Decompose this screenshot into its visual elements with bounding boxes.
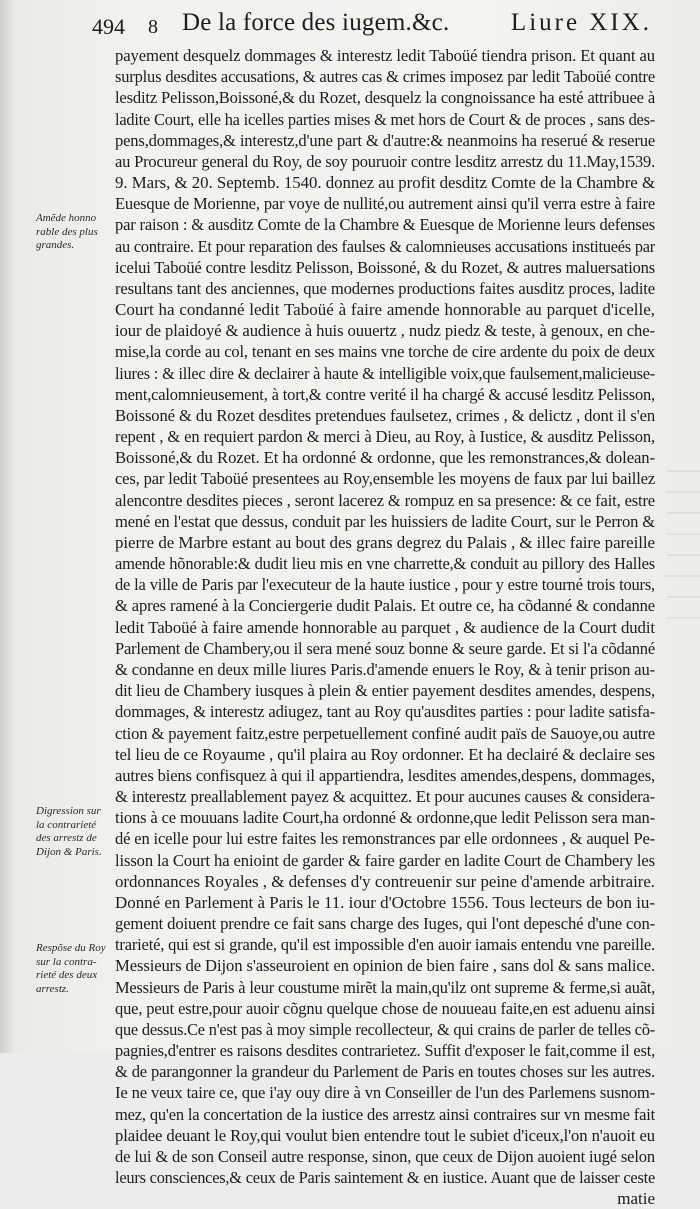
text-line: ladite Court, elle ha icelles parties mises & met hors de Court & de proces , sans des- — [115, 109, 655, 129]
text-line: repent , & en requiert pardon & merci à Dieu, au Roy, à Iustice, & ausditz Pelisson, — [115, 427, 655, 447]
marginal-line: arrestz. — [36, 982, 69, 995]
marginal-line: rieté des deux — [36, 969, 98, 981]
show-through-text — [666, 470, 700, 630]
marginal-line: rable des plus — [36, 225, 98, 238]
text-line: au Procureur general du Roy, de soy pouruoir contre lesditz arrestz du 11.May,1539. — [115, 151, 655, 171]
text-line: & condanne en deux mille liures Paris.d'amende enuers le Roy, & à tenir prison au- — [115, 659, 655, 679]
text-line: dommages, & interestz adiugez, tant au Roy qu'ausdites parties : pour ladite satisfa- — [115, 702, 655, 722]
marginal-note-digression — [36, 805, 120, 859]
text-line: Court ha condanné ledit Taboüé à faire amende honnorable au parquet d'icelle, — [115, 300, 655, 320]
text-line: iour de plaidoyé & audience à huis ouuertz , nudz piedz & teste, à genoux, en che- — [115, 321, 655, 341]
text-line: liures : & illec dire & declairer à haute & intelligible voix,que faulsement,malicieuse- — [115, 363, 655, 383]
text-line: trarieté, qui est si grande, qu'il est impossible d'en auoir iamais entendu vne pareille. — [115, 935, 655, 955]
text-line: pagnies,d'entrer es raisons desdites contrarietez. Suffit d'exposer le fait,comme il est, — [115, 1041, 655, 1061]
text-line: autres biens confisquez à qui il appartiendra, lesdites amendes,despens, dommages, — [115, 765, 655, 785]
text-line: tel lieu de ce Royaume , qu'il plaira au Roy ordonner. Et ha declairé & declaire ses — [115, 744, 655, 764]
text-line: de la ville de Paris par l'executeur de la haute iustice , pour y estre tourné trois tours, — [115, 575, 655, 595]
folio-number: 494 — [92, 14, 125, 39]
text-line: par raison : & ausditz Comte de la Chambre & Euesque de Morienne leurs defenses — [115, 215, 655, 235]
text-line: ment,calomnieusement, à tort,& contre verité il ha chargé & accusé lesditz Pelisson, — [115, 384, 655, 404]
text-line: gement doiuent prendre ce fait sans charge des Iuges, qui l'ont depesché d'une con- — [115, 914, 655, 934]
text-line: & de parangonner la grandeur du Parlement de Paris en toutes choses sur les autres. — [115, 1062, 655, 1082]
text-line: Euesque de Morienne, par voye de nullité,ou autrement ainsi qu'il verra estre à faire — [115, 194, 655, 214]
text-line: que, peut estre,pour auoir cõgnu quelque chose de nouueau faite,en est aduenu ainsi — [115, 998, 655, 1018]
page-header — [92, 6, 652, 42]
running-title: De la force des iugem.&c. — [182, 9, 450, 36]
text-line: Boissoné & du Rozet desdites pretendues faulsetez, crimes , & delictz , dont il s'en — [115, 405, 655, 425]
marginal-note-amende — [36, 212, 120, 253]
catchword: matie — [617, 1189, 655, 1209]
marginal-line: la contrarieté — [36, 818, 97, 831]
text-line: Messieurs de Paris à leur coustume mirẽt la main,qu'ilz ont supreme & ferme,si auãt, — [115, 977, 655, 997]
marginal-line: Respõse du Roy — [36, 942, 106, 954]
text-line: Messieurs de Dijon s'asseuroient en opinion de bien faire , sans dol & sans malice. — [115, 956, 655, 976]
marginal-note-response — [36, 942, 120, 996]
text-line: Boissoné,& du Rozet. Et ha ordonné & ordonne, que les remonstrances,& dolean- — [115, 448, 655, 468]
text-line: pens,dommages,& interestz,d'une part & d'autre:& neanmoins ha reserué & reserue — [115, 130, 655, 150]
text-line: alencontre desdites pieces , seront lacerez & rompuz en sa presence: & ce fait, estre — [115, 490, 655, 510]
text-line: resultans tant des anciennes, que modernes productions faites ausditz proces, ladite — [115, 278, 655, 298]
marginal-line: Dijon & Paris. — [36, 845, 102, 858]
text-line: tions à ce mouuans ladite Court,ha ordonné & ordonne,que ledit Pelisson sera man- — [115, 808, 655, 828]
text-line: Ie ne veux taire ce, que i'ay ouy dire à vn Conseiller de l'un des Parlemens susnom- — [115, 1083, 655, 1103]
marginal-line: grandes. — [36, 239, 75, 251]
marginal-line: Digression sur — [36, 805, 101, 817]
text-line: icelui Taboüé contre lesditz Pelisson, Boissoné, & du Rozet, & autres maluersations — [115, 257, 655, 277]
text-line: ction & payement faitz,estre perpetuellement confiné audit païs de Sauoye,ou autre — [115, 723, 655, 743]
text-line: payement desquelz dommages & interestz ledit Taboüé tiendra prison. Et quant au — [115, 46, 655, 65]
signature-mark: 8 — [148, 16, 158, 38]
text-line: lisson la Court ha enioint de garder & faire garder en ladite Court de Chambery les — [115, 850, 655, 870]
text-line: ordonnances Royales , & defenses d'y contreuenir sur peine d'amende arbitraire. — [115, 871, 655, 891]
text-line: leurs consciences,& ceux de Paris saintement & en iustice. Auant que de laisser ceste — [115, 1168, 655, 1188]
text-line: mené en l'estat que dessus, conduit par les huissiers de ladite Court, sur le Perron & — [115, 511, 655, 531]
text-line: 9. Mars, & 20. Septemb. 1540. donnez au profit desditz Comte de la Chambre & — [115, 173, 655, 193]
book-number: Liure XIX. — [510, 9, 652, 36]
gutter-shadow — [0, 0, 16, 1053]
text-line: Parlement de Chambery,ou il sera mené souz bonne & seure garde. Et si l'a cõdanné — [115, 638, 655, 658]
text-line: dé en icelle pour lui estre faites les remonstrances par elle ordonnees , & auquel Pe- — [115, 829, 655, 849]
text-line: mise,la corde au col, tenant en ses mains vne torche de cire ardente du poix de deux — [115, 342, 655, 362]
text-line: dit lieu de Chambery iusques à plein & entier payement desdites amendes, despens, — [115, 681, 655, 701]
text-line: Donné en Parlement à Paris le 11. iour d'Octobre 1556. Tous lecteurs de bon iu- — [115, 892, 655, 912]
text-line: lesditz Pelisson,Boissoné,& du Rozet, desquelz la congnoissance ha esté attribuee à — [115, 88, 655, 108]
marginal-line: Amẽde honno — [36, 212, 97, 224]
text-line: au contraire. Et pour reparation des faulses & calomnieuses accusations institueés par — [115, 236, 655, 256]
text-line: pierre de Marbre estant au bout des grans degrez du Palais , & illec faire pareille — [115, 532, 655, 552]
text-line: amende hõnorable:& dudit lieu mis en vne charrette,& conduit au pillory des Halles — [115, 554, 655, 574]
text-line: & interestz preallablement payez & acquittez. Et pour aucunes causes & considera- — [115, 787, 655, 807]
text-line: surplus desdites accusations, & autres cas & crimes imposez par ledit Taboüé contre — [115, 67, 655, 87]
text-line: de lui & de son Conseil autre response, sinon, que ceux de Dijon auoient iugé selon — [115, 1146, 655, 1166]
text-line: & apres ramené à la Conciergerie dudit Palais. Et outre ce, ha cõdanné & condanne — [115, 596, 655, 616]
text-line: que dessus.Ce n'est pas à moy simple recollecteur, & qui crains de parler de telles cõ- — [115, 1019, 655, 1039]
text-line: ces, par ledit Taboüé presentees au Roy,ensemble les moyens de faux par lui baillez — [115, 469, 655, 489]
text-line: ledit Taboüé à faire amende honnorable au parquet , & audience de la Court dudit — [115, 617, 655, 637]
marginal-line: sur la contra- — [36, 955, 97, 968]
body-text — [115, 45, 655, 1209]
text-line: mez, qu'en la concertation de la iustice des arrestz ainsi contraires sur vn mesme fait — [115, 1104, 655, 1124]
text-line: plaidee deuant le Roy,qui voulut bien entendre tout le subiet d'iceux,l'on n'auoit eu — [115, 1125, 655, 1145]
marginal-line: des arrestz de — [36, 832, 97, 844]
